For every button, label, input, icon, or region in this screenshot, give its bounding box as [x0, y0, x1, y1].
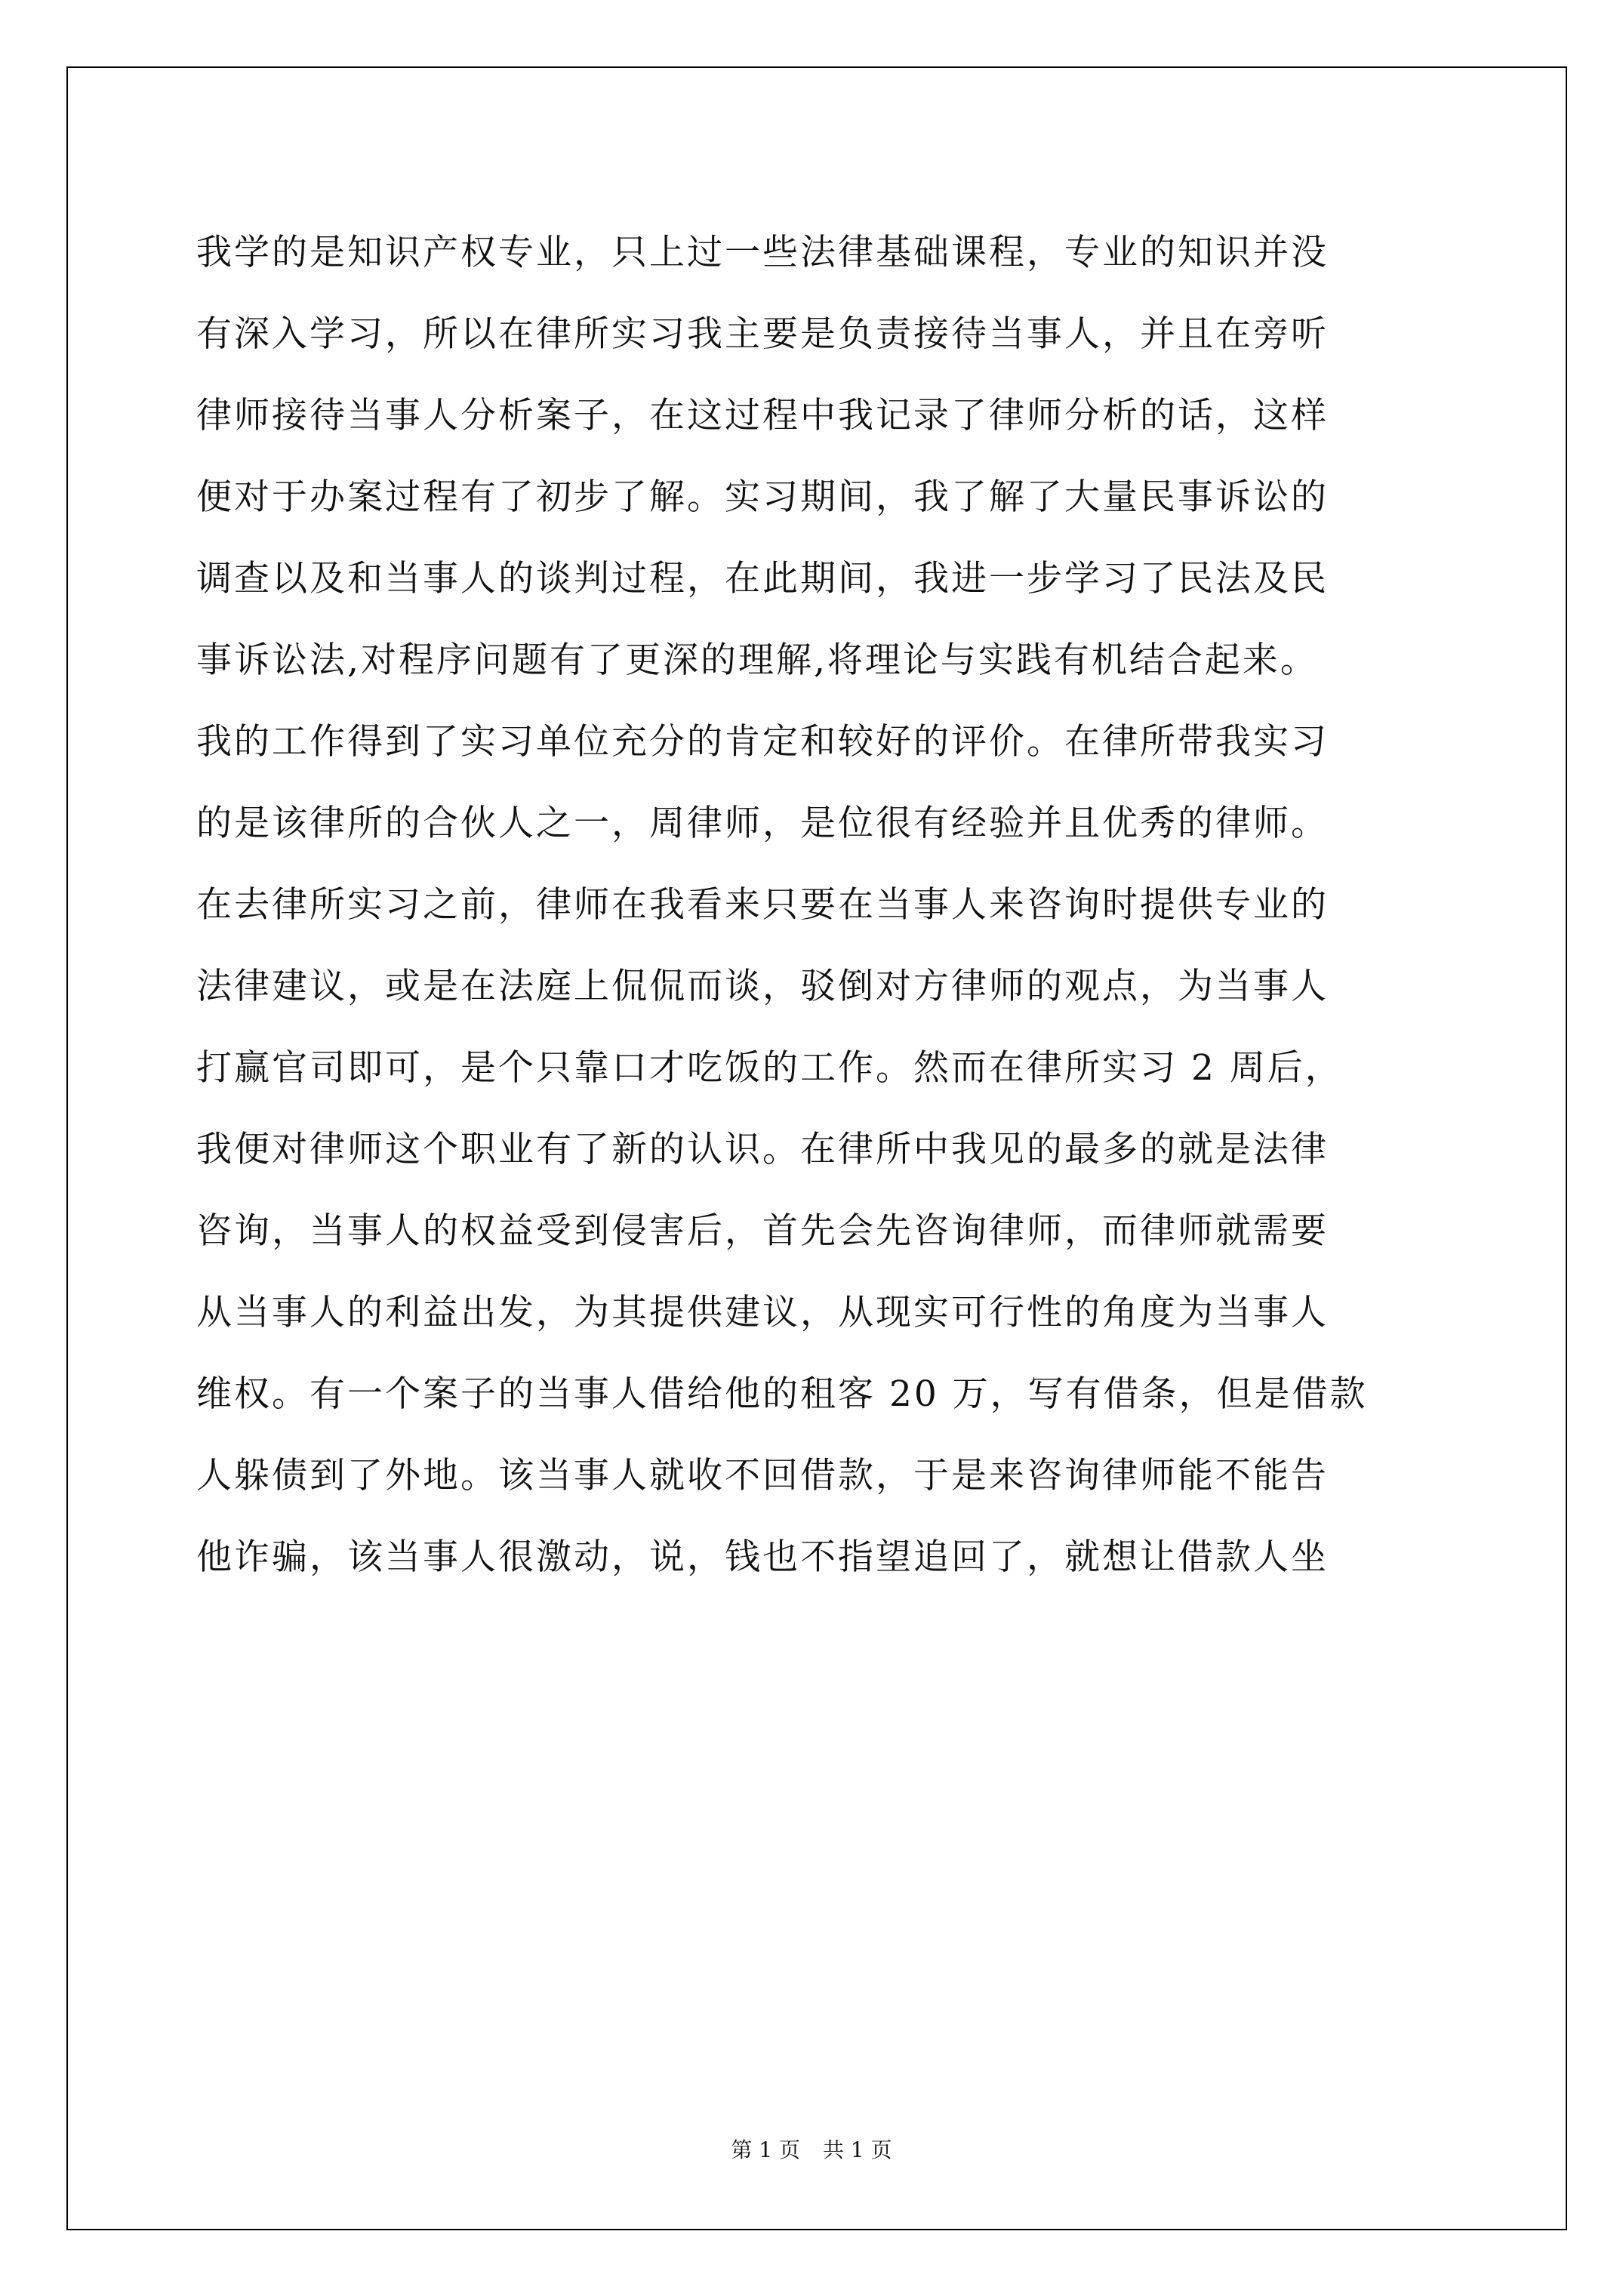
page-footer	[0, 2137, 1623, 2164]
text-line: 在去律所实习之前，律师在我看来只要在当事人来咨询时提供专业的	[196, 884, 1329, 926]
page-number: 第 1 页	[731, 2137, 800, 2162]
text-line: 律师接待当事人分析案子，在这过程中我记录了律师分析的话，这样	[196, 395, 1329, 436]
text-line: 我便对律师这个职业有了新的认识。在律所中我见的最多的就是法律	[196, 1129, 1329, 1170]
text-line: 便对于办案过程有了初步了解。实习期间，我了解了大量民事诉讼的	[196, 476, 1329, 518]
text-line: 我的工作得到了实习单位充分的肯定和较好的评价。在律所带我实习	[196, 721, 1329, 763]
text-line: 打赢官司即可，是个只靠口才吃饭的工作。然而在律所实习 2 周后，	[196, 1047, 1343, 1089]
text-line: 的是该律所的合伙人之一，周律师，是位很有经验并且优秀的律师。	[196, 803, 1329, 844]
text-line: 法律建议，或是在法庭上侃侃而谈，驳倒对方律师的观点，为当事人	[196, 966, 1329, 1007]
page-total: 共 1 页	[823, 2137, 892, 2162]
text-line: 调查以及和当事人的谈判过程，在此期间，我进一步学习了民法及民	[196, 558, 1329, 599]
text-line: 咨询，当事人的权益受到侵害后，首先会先咨询律师，而律师就需要	[196, 1210, 1329, 1252]
text-line: 维权。有一个案子的当事人借给他的租客 20 万，写有借条，但是借款	[196, 1373, 1368, 1415]
text-line: 有深入学习，所以在律所实习我主要是负责接待当事人，并且在旁听	[196, 313, 1329, 355]
text-line: 人躲债到了外地。该当事人就收不回借款，于是来咨询律师能不能告	[196, 1455, 1329, 1496]
text-line: 事诉讼法,对程序问题有了更深的理解,将理论与实践有机结合起来。	[196, 639, 1318, 681]
text-line: 我学的是知识产权专业，只上过一些法律基础课程，专业的知识并没	[196, 232, 1329, 273]
text-line: 他诈骗，该当事人很激动，说，钱也不指望追回了，就想让借款人坐	[196, 1536, 1329, 1578]
text-line: 从当事人的利益出发，为其提供建议，从现实可行性的角度为当事人	[196, 1292, 1329, 1333]
